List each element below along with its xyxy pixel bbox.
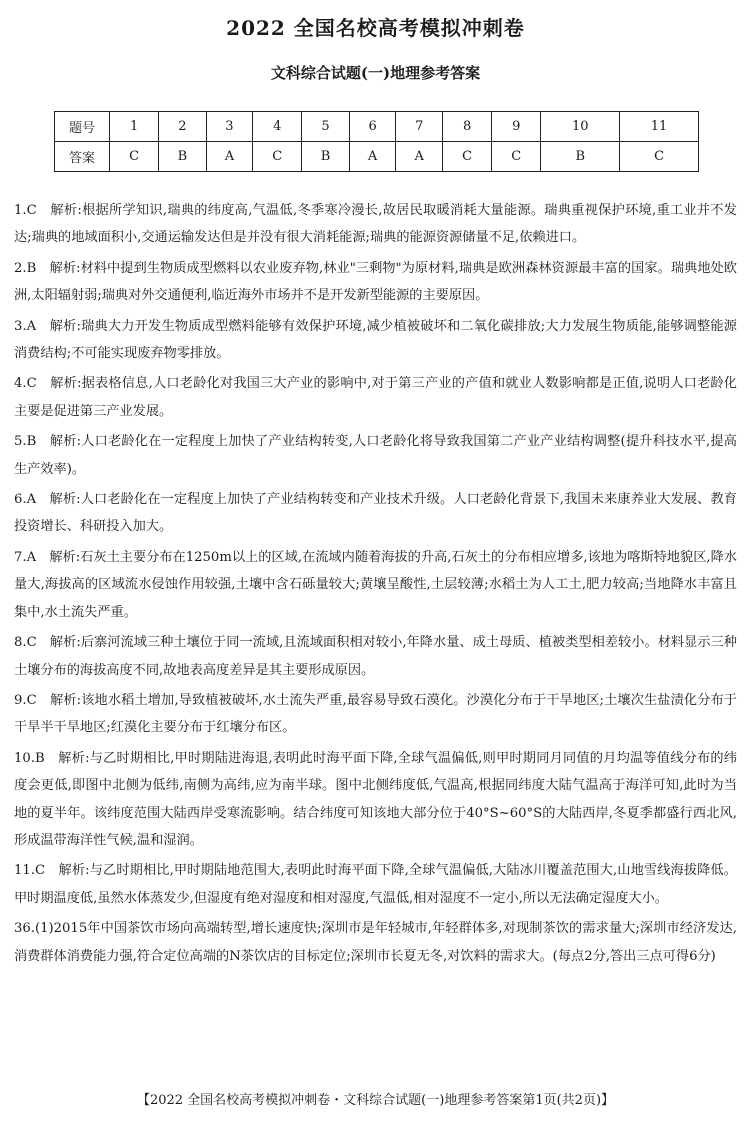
answer-cell: C (110, 142, 159, 172)
question-number-row (55, 112, 699, 142)
explanation-item: 5.B 解析:人口老龄化在一定程度上加快了产业结构转变,人口老龄化将导致我国第二产业产业结构调整(提升科技水平,提高生产效率)。 (14, 434, 737, 477)
explanation-item: 2.B 解析:材料中提到生物质成型燃料以农业废弃物,林业"三剩物"为原材料,瑞典是欧洲森林资源最丰富的国家。瑞典地处欧洲,太阳辐射弱;瑞典对外交通便利,临近海外市场并不是开发新型能源的主要原因。 (14, 260, 737, 304)
answer-table (54, 111, 699, 172)
explanation-item: 7.A 解析:石灰土主要分布在1250m以上的区域,在流域内随着海拔的升高,石灰土的分布相应增多,该地为喀斯特地貌区,降水量大,海拔高的区域流水侵蚀作用较强,土壤中含石砾量较大;黄壤呈酸性,土层较薄;水稻土为人工土,肥力较高;当地降水丰富且集中,水土流失严重。 (14, 549, 737, 620)
question-number-cell: 3 (206, 112, 253, 142)
explanation-item: 10.B 解析:与乙时期相比,甲时期陆进海退,表明此时海平面下降,全球气温偏低,则甲时期同月同值的月均温等值线分布的纬度会更低,即图中北侧为低纬,南侧为高纬,应为南半球。图中北侧纬度低,气温高,根据同纬度大陆气温高于海洋可知,此时为当地的夏半年。该纬度范围大陆西岸受寒流影响。结合纬度可知该地大部分位于40°S~60°S的大陆西岸,冬夏季都盛行西北风,形成温带海洋性气候,温和湿润。 (14, 750, 737, 848)
page-footer: 【2022 全国名校高考模拟冲刺卷・文科综合试题(一)地理参考答案第1页(共2页)】 (136, 1093, 615, 1108)
question-number-cell: 7 (396, 112, 443, 142)
explanation-item: 4.C 解析:据表格信息,人口老龄化对我国三大产业的影响中,对于第三产业的产值和就业人数影响都是正值,说明人口老龄化主要是促进第三产业发展。 (14, 376, 737, 419)
question-number-cell: 2 (159, 112, 206, 142)
answer-cell: C (443, 142, 492, 172)
explanation-item: 36.(1)2015年中国茶饮市场向高端转型,增长速度快;深圳市是年轻城市,年轻群体多,对现制茶饮的需求量大;深圳市经济发达,消费群体消费能力强,符合定位高端的N茶饮店的目标定位;深圳市长夏无冬,对饮料的需求大。(每点2分,答出三点可得6分) (14, 921, 737, 964)
explanation-item: 8.C 解析:后寨河流域三种土壤位于同一流域,且流域面积相对较小,年降水量、成土母质、植被类型相差较小。材料显示三种土壤分布的海拔高度不同,故地表高度差异是其主要形成原因。 (14, 635, 737, 678)
answer-cell: A (206, 142, 253, 172)
answer-cell: C (620, 142, 699, 172)
answer-cell: A (349, 142, 396, 172)
question-number-cell: 11 (620, 112, 699, 142)
explanation-item: 11.C 解析:与乙时期相比,甲时期陆地范围大,表明此时海平面下降,全球气温偏低,大陆冰川覆盖范围大,山地雪线海拔降低。甲时期温度低,虽然水体蒸发少,但湿度有绝对湿度和相对湿度,气温低,相对湿度不一定小,所以无法确定湿度大小。 (14, 863, 737, 906)
question-number-cell: 10 (541, 112, 620, 142)
explanation-item: 9.C 解析:该地水稻土增加,导致植被破坏,水土流失严重,最容易导致石漠化。沙漠化分布于干旱地区;土壤次生盐渍化分布于干旱半干旱地区;红漠化主要分布于红壤分布区。 (14, 692, 737, 736)
page-title: 2022 全国名校高考模拟冲刺卷 (226, 16, 525, 40)
answer-cell: B (159, 142, 206, 172)
answer-cell: B (541, 142, 620, 172)
question-number-cell: 6 (349, 112, 396, 142)
answer-cell: C (492, 142, 541, 172)
question-number-cell: 5 (302, 112, 349, 142)
question-number-cell: 9 (492, 112, 541, 142)
question-number-cell: 4 (253, 112, 302, 142)
question-number-cell: 8 (443, 112, 492, 142)
explanation-item: 3.A 解析:瑞典大力开发生物质成型燃料能够有效保护环境,减少植被破坏和二氧化碳排放;大力发展生物质能,能够调整能源消费结构;不可能实现废弃物零排放。 (14, 318, 737, 362)
explanation-item: 1.C 解析:根据所学知识,瑞典的纬度高,气温低,冬季寒冷漫长,故居民取暖消耗大量能源。瑞典重视保护环境,重工业并不发达;瑞典的地域面积小,交通运输发达但是并没有很大消耗能源;瑞典的能源资源储量不足,依赖进口。 (14, 203, 737, 246)
explanations (14, 197, 737, 973)
page-subtitle: 文科综合试题(一)地理参考答案 (270, 64, 481, 82)
explanation-item: 6.A 解析:人口老龄化在一定程度上加快了产业结构转变和产业技术升级。人口老龄化背景下,我国未来康养业大发展、教育投资增长、科研投入加大。 (14, 492, 737, 535)
row-label-answer: 答案 (55, 142, 110, 172)
answer-cell: C (253, 142, 302, 172)
row-label-question-number: 题号 (55, 112, 110, 142)
answer-cell: B (302, 142, 349, 172)
question-number-cell: 1 (110, 112, 159, 142)
answer-cell: A (396, 142, 443, 172)
answer-row (55, 142, 699, 172)
